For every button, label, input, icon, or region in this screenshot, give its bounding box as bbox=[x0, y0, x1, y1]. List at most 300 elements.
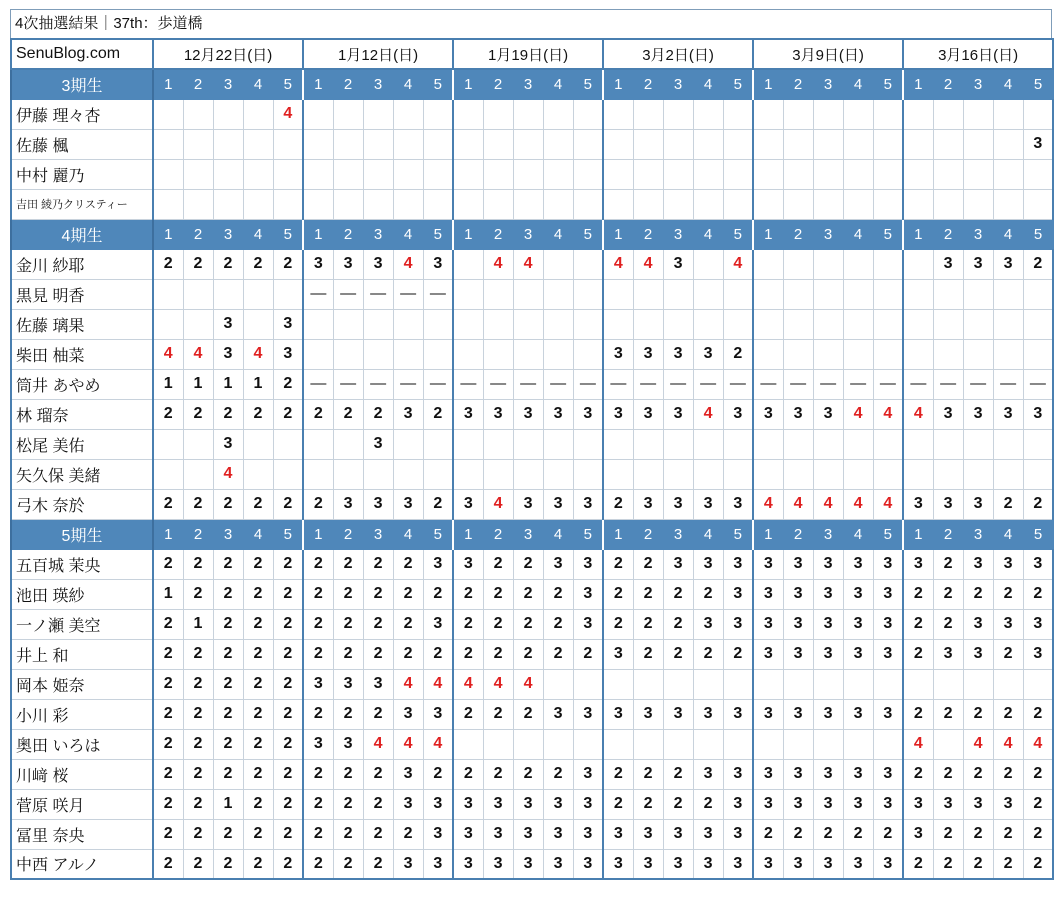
result-cell: 3 bbox=[543, 399, 573, 429]
result-cell bbox=[513, 159, 543, 189]
result-cell bbox=[843, 279, 873, 309]
member-name: 冨里 奈央 bbox=[11, 819, 153, 849]
result-cell: 3 bbox=[753, 789, 783, 819]
result-cell: 1 bbox=[213, 789, 243, 819]
result-cell: 3 bbox=[423, 609, 453, 639]
result-cell: 3 bbox=[333, 669, 363, 699]
result-cell: 2 bbox=[1023, 489, 1053, 519]
result-cell: 3 bbox=[753, 639, 783, 669]
result-cell: 3 bbox=[993, 609, 1023, 639]
result-cell: 2 bbox=[243, 759, 273, 789]
member-row bbox=[11, 789, 1053, 819]
generation-header-row bbox=[11, 219, 1053, 249]
result-cell bbox=[873, 429, 903, 459]
member-name: 一ノ瀬 美空 bbox=[11, 609, 153, 639]
slot-number: 5 bbox=[1023, 219, 1053, 249]
slot-number: 3 bbox=[663, 519, 693, 549]
result-cell: 3 bbox=[693, 819, 723, 849]
result-cell: 3 bbox=[723, 849, 753, 879]
result-cell: 4 bbox=[993, 729, 1023, 759]
member-name: 五百城 茉央 bbox=[11, 549, 153, 579]
result-cell bbox=[183, 459, 213, 489]
result-cell: 2 bbox=[453, 579, 483, 609]
result-cell bbox=[153, 459, 183, 489]
result-cell: 3 bbox=[843, 549, 873, 579]
result-cell bbox=[843, 99, 873, 129]
result-cell: 2 bbox=[903, 699, 933, 729]
result-cell: 3 bbox=[663, 549, 693, 579]
result-cell: 2 bbox=[273, 729, 303, 759]
slot-number: 1 bbox=[903, 219, 933, 249]
result-cell: 2 bbox=[783, 819, 813, 849]
result-cell: 3 bbox=[753, 399, 783, 429]
slot-number: 5 bbox=[573, 69, 603, 99]
result-cell: 2 bbox=[273, 369, 303, 399]
result-cell: 3 bbox=[423, 549, 453, 579]
result-cell bbox=[1023, 159, 1053, 189]
generation-label: 4期生 bbox=[11, 219, 153, 249]
member-name: 小川 彩 bbox=[11, 699, 153, 729]
result-cell: 3 bbox=[423, 789, 453, 819]
member-row bbox=[11, 549, 1053, 579]
result-cell bbox=[393, 189, 423, 219]
member-name: 松尾 美佑 bbox=[11, 429, 153, 459]
result-cell: 2 bbox=[603, 579, 633, 609]
result-cell bbox=[303, 159, 333, 189]
result-cell bbox=[573, 99, 603, 129]
result-cell: 3 bbox=[573, 789, 603, 819]
result-cell bbox=[543, 279, 573, 309]
result-cell bbox=[753, 159, 783, 189]
result-cell: 3 bbox=[603, 399, 633, 429]
result-cell bbox=[573, 279, 603, 309]
result-cell: 3 bbox=[543, 549, 573, 579]
slot-number: 3 bbox=[213, 69, 243, 99]
result-cell: 2 bbox=[213, 669, 243, 699]
result-cell: 4 bbox=[813, 489, 843, 519]
result-cell bbox=[933, 429, 963, 459]
result-cell: 2 bbox=[993, 579, 1023, 609]
result-cell: 3 bbox=[753, 549, 783, 579]
result-cell: 2 bbox=[243, 399, 273, 429]
result-cell bbox=[903, 459, 933, 489]
result-cell bbox=[183, 189, 213, 219]
result-cell bbox=[273, 159, 303, 189]
member-name: 筒井 あやめ bbox=[11, 369, 153, 399]
result-cell: 3 bbox=[603, 699, 633, 729]
result-cell: 3 bbox=[573, 549, 603, 579]
result-cell: 3 bbox=[393, 849, 423, 879]
result-cell bbox=[633, 459, 663, 489]
result-cell: 3 bbox=[723, 399, 753, 429]
result-cell bbox=[873, 189, 903, 219]
slot-number: 3 bbox=[663, 69, 693, 99]
result-cell bbox=[783, 189, 813, 219]
result-cell: 3 bbox=[393, 399, 423, 429]
result-cell: 2 bbox=[813, 819, 843, 849]
result-cell: 3 bbox=[453, 549, 483, 579]
result-cell bbox=[903, 279, 933, 309]
result-cell bbox=[813, 729, 843, 759]
member-name: 岡本 姫奈 bbox=[11, 669, 153, 699]
slot-number: 4 bbox=[693, 69, 723, 99]
result-cell: 2 bbox=[333, 849, 363, 879]
result-cell: 3 bbox=[453, 399, 483, 429]
result-cell bbox=[963, 129, 993, 159]
slot-number: 1 bbox=[153, 69, 183, 99]
result-cell bbox=[873, 459, 903, 489]
slot-number: 5 bbox=[1023, 69, 1053, 99]
result-cell: 2 bbox=[183, 549, 213, 579]
result-cell: 2 bbox=[1023, 759, 1053, 789]
result-cell: 2 bbox=[363, 399, 393, 429]
result-cell: 2 bbox=[243, 789, 273, 819]
result-cell bbox=[933, 99, 963, 129]
result-cell bbox=[573, 189, 603, 219]
result-cell: 3 bbox=[903, 489, 933, 519]
result-cell: 2 bbox=[873, 819, 903, 849]
result-cell: 3 bbox=[723, 609, 753, 639]
result-cell: 3 bbox=[813, 549, 843, 579]
slot-number: 5 bbox=[723, 69, 753, 99]
result-cell: 2 bbox=[393, 579, 423, 609]
result-cell: 2 bbox=[243, 819, 273, 849]
result-cell bbox=[393, 159, 423, 189]
result-cell bbox=[483, 339, 513, 369]
result-cell bbox=[753, 249, 783, 279]
result-cell: 2 bbox=[363, 819, 393, 849]
result-cell: 2 bbox=[213, 549, 243, 579]
date-header: 12月22日(日) bbox=[153, 39, 303, 69]
result-cell: 2 bbox=[663, 759, 693, 789]
result-cell bbox=[663, 129, 693, 159]
result-cell bbox=[723, 279, 753, 309]
result-cell bbox=[573, 129, 603, 159]
result-cell: 4 bbox=[483, 249, 513, 279]
slot-number: 4 bbox=[393, 69, 423, 99]
member-row bbox=[11, 159, 1053, 189]
result-cell: 4 bbox=[243, 339, 273, 369]
result-cell: 3 bbox=[843, 789, 873, 819]
result-cell: 2 bbox=[213, 819, 243, 849]
result-cell bbox=[963, 189, 993, 219]
result-cell: 2 bbox=[693, 579, 723, 609]
result-cell bbox=[723, 129, 753, 159]
result-cell: 2 bbox=[1023, 579, 1053, 609]
results-sheet bbox=[10, 9, 1052, 880]
slot-number: 5 bbox=[723, 519, 753, 549]
slot-number: 3 bbox=[213, 519, 243, 549]
result-cell: 2 bbox=[243, 489, 273, 519]
result-cell: 2 bbox=[513, 699, 543, 729]
result-cell: 3 bbox=[513, 819, 543, 849]
result-cell bbox=[843, 249, 873, 279]
result-cell: 4 bbox=[453, 669, 483, 699]
member-row bbox=[11, 279, 1053, 309]
member-row bbox=[11, 669, 1053, 699]
result-cell: — bbox=[933, 369, 963, 399]
result-cell bbox=[153, 129, 183, 159]
result-cell: — bbox=[393, 369, 423, 399]
result-cell bbox=[933, 729, 963, 759]
member-row bbox=[11, 609, 1053, 639]
result-cell bbox=[543, 189, 573, 219]
result-cell: 2 bbox=[963, 699, 993, 729]
result-cell: — bbox=[483, 369, 513, 399]
result-cell: — bbox=[603, 369, 633, 399]
result-cell: 2 bbox=[303, 849, 333, 879]
slot-number: 3 bbox=[663, 219, 693, 249]
result-cell bbox=[993, 669, 1023, 699]
result-cell bbox=[183, 159, 213, 189]
result-cell: 2 bbox=[1023, 849, 1053, 879]
result-cell: 4 bbox=[273, 99, 303, 129]
slot-number: 2 bbox=[483, 219, 513, 249]
result-cell: 2 bbox=[183, 729, 213, 759]
result-cell: 3 bbox=[843, 609, 873, 639]
result-cell: 3 bbox=[513, 399, 543, 429]
result-cell bbox=[483, 729, 513, 759]
result-cell bbox=[393, 99, 423, 129]
result-cell bbox=[933, 159, 963, 189]
result-cell bbox=[603, 99, 633, 129]
result-cell bbox=[843, 669, 873, 699]
result-cell bbox=[603, 159, 633, 189]
result-cell: 3 bbox=[453, 819, 483, 849]
result-cell: 2 bbox=[393, 819, 423, 849]
result-cell: 2 bbox=[1023, 819, 1053, 849]
result-cell bbox=[933, 189, 963, 219]
result-cell: 2 bbox=[543, 759, 573, 789]
result-cell: 2 bbox=[243, 249, 273, 279]
result-cell bbox=[933, 129, 963, 159]
result-cell bbox=[453, 459, 483, 489]
slot-number: 5 bbox=[273, 69, 303, 99]
result-cell: 4 bbox=[753, 489, 783, 519]
result-cell: 2 bbox=[183, 759, 213, 789]
result-cell bbox=[603, 459, 633, 489]
result-cell bbox=[663, 729, 693, 759]
result-cell bbox=[933, 309, 963, 339]
result-cell: 2 bbox=[213, 249, 243, 279]
date-header: 1月12日(日) bbox=[303, 39, 453, 69]
result-cell: 2 bbox=[483, 759, 513, 789]
result-cell bbox=[213, 99, 243, 129]
result-cell bbox=[273, 429, 303, 459]
result-cell: 2 bbox=[543, 609, 573, 639]
result-cell bbox=[483, 459, 513, 489]
result-cell: 2 bbox=[303, 609, 333, 639]
result-cell: 2 bbox=[513, 609, 543, 639]
result-cell: 3 bbox=[753, 699, 783, 729]
result-cell: 2 bbox=[183, 669, 213, 699]
result-cell bbox=[843, 189, 873, 219]
result-cell: 3 bbox=[933, 489, 963, 519]
member-row bbox=[11, 729, 1053, 759]
member-row bbox=[11, 429, 1053, 459]
result-cell bbox=[753, 459, 783, 489]
result-cell bbox=[183, 99, 213, 129]
member-name: 弓木 奈於 bbox=[11, 489, 153, 519]
result-cell bbox=[303, 339, 333, 369]
result-cell bbox=[483, 129, 513, 159]
slot-number: 1 bbox=[903, 69, 933, 99]
result-cell: 3 bbox=[783, 609, 813, 639]
result-cell: 3 bbox=[513, 489, 543, 519]
result-cell: 2 bbox=[603, 609, 633, 639]
result-cell: 2 bbox=[243, 729, 273, 759]
result-cell: 2 bbox=[903, 849, 933, 879]
result-cell bbox=[573, 459, 603, 489]
result-cell bbox=[273, 189, 303, 219]
result-cell bbox=[873, 669, 903, 699]
result-cell: 3 bbox=[963, 609, 993, 639]
result-cell bbox=[273, 129, 303, 159]
slot-number: 4 bbox=[243, 219, 273, 249]
slot-number: 1 bbox=[903, 519, 933, 549]
result-cell bbox=[303, 429, 333, 459]
result-cell bbox=[933, 669, 963, 699]
result-cell: 3 bbox=[693, 609, 723, 639]
result-cell: 4 bbox=[693, 399, 723, 429]
result-cell bbox=[693, 249, 723, 279]
result-cell bbox=[843, 159, 873, 189]
result-cell: 3 bbox=[753, 759, 783, 789]
result-cell: 3 bbox=[963, 549, 993, 579]
result-cell bbox=[603, 129, 633, 159]
result-cell: 2 bbox=[603, 759, 633, 789]
result-cell: 3 bbox=[633, 699, 663, 729]
result-cell: 2 bbox=[303, 579, 333, 609]
result-cell bbox=[153, 99, 183, 129]
result-cell: 3 bbox=[963, 789, 993, 819]
result-cell: 3 bbox=[843, 699, 873, 729]
slot-number: 1 bbox=[753, 519, 783, 549]
result-cell: 1 bbox=[243, 369, 273, 399]
result-cell: 3 bbox=[993, 549, 1023, 579]
result-cell bbox=[363, 189, 393, 219]
result-cell: 3 bbox=[903, 819, 933, 849]
result-cell bbox=[363, 99, 393, 129]
result-cell: 3 bbox=[873, 609, 903, 639]
result-cell: 4 bbox=[483, 669, 513, 699]
site-label: SenuBlog.com bbox=[11, 39, 153, 69]
result-cell bbox=[153, 279, 183, 309]
results-table bbox=[10, 38, 1054, 880]
result-cell: 2 bbox=[603, 489, 633, 519]
result-cell bbox=[513, 99, 543, 129]
result-cell: 3 bbox=[693, 849, 723, 879]
result-cell: 2 bbox=[273, 789, 303, 819]
member-name: 井上 和 bbox=[11, 639, 153, 669]
result-cell: 3 bbox=[363, 429, 393, 459]
member-row bbox=[11, 249, 1053, 279]
result-cell: 3 bbox=[753, 849, 783, 879]
member-name: 奥田 いろは bbox=[11, 729, 153, 759]
result-cell: 2 bbox=[243, 549, 273, 579]
result-cell bbox=[1023, 339, 1053, 369]
result-cell: 2 bbox=[993, 849, 1023, 879]
result-cell: 3 bbox=[1023, 129, 1053, 159]
member-name: 佐藤 楓 bbox=[11, 129, 153, 159]
result-cell: 3 bbox=[273, 309, 303, 339]
result-cell: 3 bbox=[873, 579, 903, 609]
result-cell: 4 bbox=[783, 489, 813, 519]
slot-number: 1 bbox=[453, 519, 483, 549]
result-cell: 2 bbox=[303, 489, 333, 519]
result-cell: 2 bbox=[273, 489, 303, 519]
slot-number: 2 bbox=[783, 69, 813, 99]
result-cell bbox=[543, 249, 573, 279]
result-cell: 2 bbox=[513, 579, 543, 609]
result-cell: 2 bbox=[483, 549, 513, 579]
result-cell bbox=[453, 189, 483, 219]
result-cell bbox=[573, 729, 603, 759]
result-cell bbox=[453, 159, 483, 189]
result-cell: 2 bbox=[333, 699, 363, 729]
result-cell: 2 bbox=[183, 489, 213, 519]
result-cell bbox=[753, 339, 783, 369]
result-cell: — bbox=[1023, 369, 1053, 399]
sheet-title: 4次抽選結果｜37th：歩道橋 bbox=[10, 9, 1052, 38]
result-cell: 4 bbox=[513, 669, 543, 699]
result-cell: 4 bbox=[393, 729, 423, 759]
result-cell: 2 bbox=[333, 399, 363, 429]
result-cell: 4 bbox=[423, 729, 453, 759]
member-row bbox=[11, 699, 1053, 729]
result-cell: 3 bbox=[543, 819, 573, 849]
date-header: 3月9日(日) bbox=[753, 39, 903, 69]
result-cell: 2 bbox=[903, 609, 933, 639]
result-cell bbox=[333, 129, 363, 159]
result-cell: 2 bbox=[573, 639, 603, 669]
slot-number: 1 bbox=[603, 69, 633, 99]
result-cell bbox=[543, 429, 573, 459]
result-cell bbox=[243, 279, 273, 309]
member-name: 菅原 咲月 bbox=[11, 789, 153, 819]
result-cell: 3 bbox=[933, 399, 963, 429]
result-cell bbox=[783, 159, 813, 189]
slot-number: 4 bbox=[543, 519, 573, 549]
result-cell: 3 bbox=[1023, 399, 1053, 429]
member-name: 矢久保 美緒 bbox=[11, 459, 153, 489]
result-cell: 3 bbox=[1023, 549, 1053, 579]
result-cell: 3 bbox=[633, 339, 663, 369]
slot-number: 4 bbox=[843, 219, 873, 249]
result-cell bbox=[873, 279, 903, 309]
slot-number: 3 bbox=[213, 219, 243, 249]
result-cell bbox=[213, 129, 243, 159]
result-cell: 3 bbox=[933, 249, 963, 279]
slot-number: 2 bbox=[183, 69, 213, 99]
result-cell bbox=[663, 669, 693, 699]
result-cell bbox=[573, 669, 603, 699]
slot-number: 3 bbox=[963, 219, 993, 249]
result-cell: 3 bbox=[573, 759, 603, 789]
result-cell: 3 bbox=[513, 789, 543, 819]
result-cell: 2 bbox=[213, 489, 243, 519]
result-cell: 2 bbox=[663, 609, 693, 639]
result-cell bbox=[393, 339, 423, 369]
result-cell bbox=[663, 459, 693, 489]
result-cell bbox=[693, 279, 723, 309]
result-cell: 2 bbox=[213, 609, 243, 639]
result-cell: 3 bbox=[603, 819, 633, 849]
result-cell bbox=[333, 459, 363, 489]
result-cell: 3 bbox=[483, 399, 513, 429]
result-cell: 3 bbox=[303, 729, 333, 759]
result-cell: 3 bbox=[483, 789, 513, 819]
